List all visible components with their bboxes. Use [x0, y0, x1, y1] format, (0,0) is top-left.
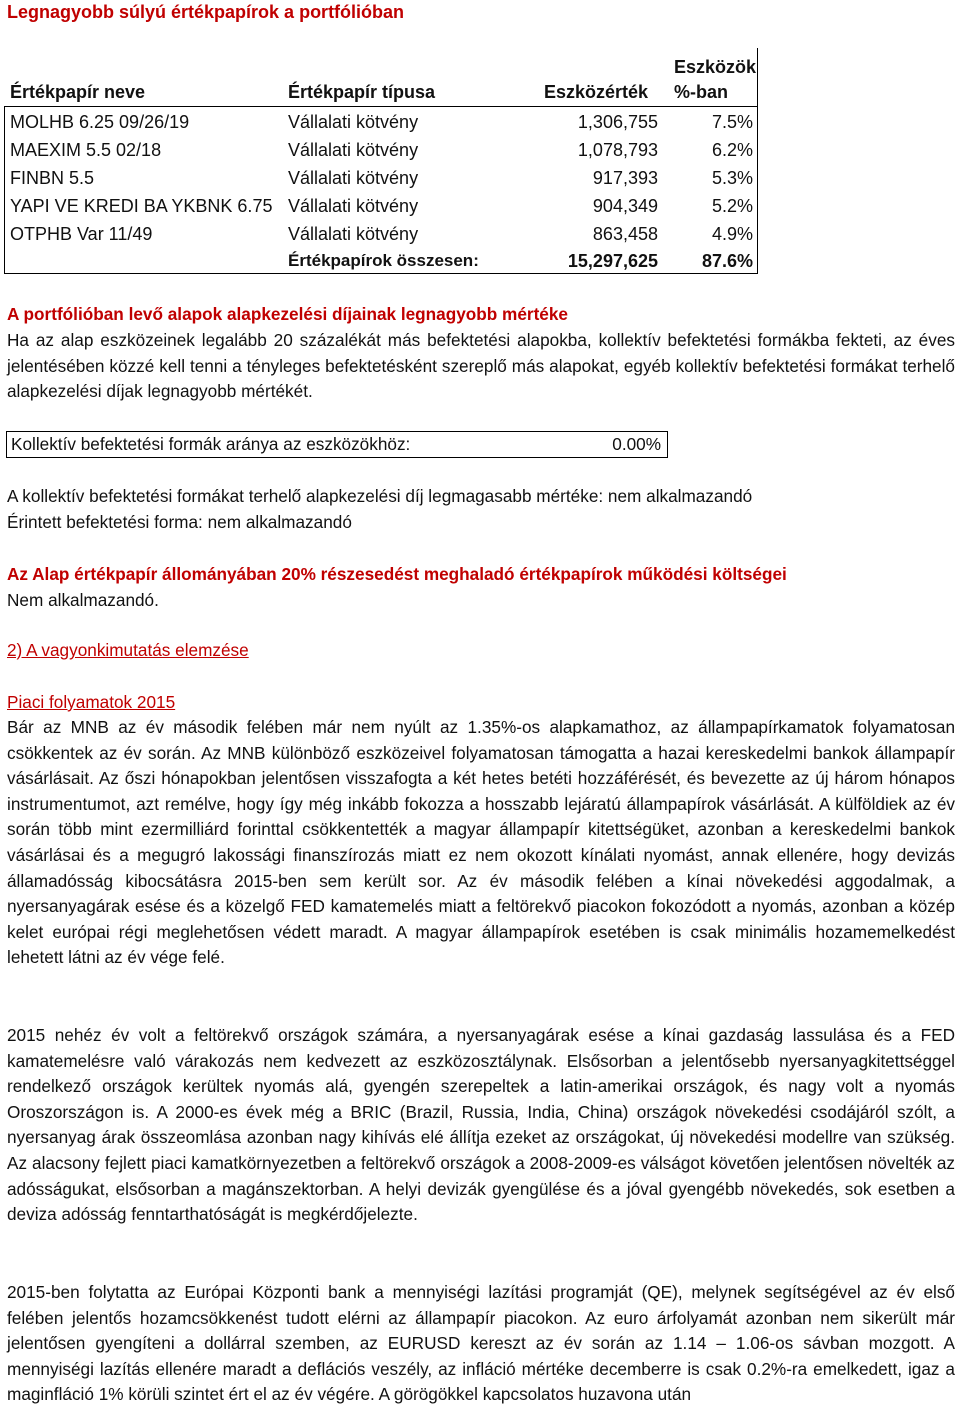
- header-share-line1: Eszközök: [674, 57, 757, 77]
- operating-costs-body: Nem alkalmazandó.: [7, 590, 159, 610]
- row4-type: Vállalati kötvény: [288, 196, 419, 216]
- page-title: Legnagyobb súlyú értékpapírok a portfólióban: [7, 2, 405, 22]
- header-value: Eszközérték: [544, 82, 649, 102]
- row2-type: Vállalati kötvény: [288, 140, 419, 160]
- row3-name: FINBN 5.5: [10, 168, 95, 188]
- market-paragraph-1: Bár az MNB az év második felében már nem nyúlt az 1.35%-os alapkamathoz, az állampapírkamatok folyamatosan csökkentek az év során. Az MNB különböző eszközeivel folyamatosan támogatta a hazai kereskedelmi bankok állampapír vásárlásait. Az őszi hónapokban jelentősen visszafogta a két hetes betéti hozzáférését, és bevezette az új három hónapos instrumentumot, azt remélve, hogy így még inkább fokozza a hosszabb lejáratú állampapírok vásárlását. A külföldiek az év során több mint ezermilliárd forinttal csökkentették a magyar állampapír kitettségüket, azonban a kereskedelmi bankok vásárlásai és a megugró lakossági finanszírozás miatt ez nem okozott kínálati nyomást, annak ellenére, hogy devizás államadósság kibocsátásra 2015-ben sem került sor. Az év második felében a kínai növekedési aggodalmak, a nyersanyagárak esése és a közelgő FED kamatemelés miatt a feltörekvő piacokon fokozódott a nyomás, azonban a közép kelet európai régi meglehetősen védett maradt. A magyar állampapírok esetében is csak minimális hozamemelkedést lehetett látni az év vége felé.: [7, 717, 955, 968]
- total-share: 87.6%: [701, 251, 753, 271]
- ratio-value: 0.00%: [612, 434, 661, 454]
- row4-value: 904,349: [592, 196, 658, 216]
- row4-name: YAPI VE KREDI BA YKBNK 6.75: [10, 196, 273, 216]
- row2-name: MAEXIM 5.5 02/18: [10, 140, 162, 160]
- fees-body: Ha az alap eszközeinek legalább 20 százalékát más befektetési alapokba, kollektív befektetési formákba fekteti, az éves jelentésében közzé kell tenni a tényleges befektetésként szereplő más alapokat, egyéb kollektív befektetési formákat terhelő alapkezelési díjak legnagyobb mértékét.: [7, 330, 955, 402]
- total-label: Értékpapírok összesen:: [288, 251, 479, 270]
- section2-heading: 2) A vagyonkimutatás elemzése: [7, 640, 249, 660]
- header-type: Értékpapír típusa: [288, 82, 436, 102]
- row3-value: 917,393: [592, 168, 658, 188]
- row2-value: 1,078,793: [577, 140, 658, 160]
- row3-type: Vállalati kötvény: [288, 168, 419, 188]
- row5-type: Vállalati kötvény: [288, 224, 419, 244]
- row5-value: 863,458: [592, 224, 658, 244]
- row5-name: OTPHB Var 11/49: [10, 224, 153, 244]
- row1-value: 1,306,755: [577, 112, 658, 132]
- holdings-table: [4, 48, 758, 274]
- row1-type: Vállalati kötvény: [288, 112, 419, 132]
- row2-share: 6.2%: [711, 140, 753, 160]
- market-heading: Piaci folyamatok 2015: [7, 692, 176, 712]
- row4-share: 5.2%: [711, 196, 753, 216]
- table-right-border: [757, 48, 758, 274]
- row3-share: 5.3%: [711, 168, 753, 188]
- header-share-line2: %-ban: [674, 82, 728, 102]
- market-paragraph-2: 2015 nehéz év volt a feltörekvő országok számára, a nyersanyagárak esése a kínai gazdaság lassulása és a FED kamatemelésre való várakozás nem kedvezett az eszközosztálynak. Elsősorban a jelentősebb nyersanyagkitettséggel rendelkező országok kerültek nyomás alá, gyengén szerepeltek a latin-amerikai országok, és nagy volt a nyomás Oroszországon is. A 2000-es évek még a BRIC (Brazil, Russia, India, China) országok növekedési csodájáról szólt, a nyersanyag árak összeomlása azonban nagy kihívás elé állítja ezeket az országokat, új növekedési modellre van szükség. Az alacsony fejlett piaci kamatkörnyezetben a feltörekvő országok a 2008-2009-es válságot követően jelentősen növelték az adósságukat, elsősorban a magánszektorban. A helyi devizák gyengülése és a jóval gyengébb növekedés, sok esetben a deviza adósság fenntarthatóságát is megkérdőjelezte.: [7, 1025, 955, 1225]
- ratio-label: Kollektív befektetési formák aránya az eszközökhöz:: [11, 434, 411, 454]
- ratio-box: [6, 431, 668, 458]
- header-name: Értékpapír neve: [10, 82, 146, 102]
- row1-name: MOLHB 6.25 09/26/19: [10, 112, 190, 132]
- table-header-divider: [4, 106, 758, 107]
- table-left-border: [4, 106, 5, 274]
- max-fee-line1: A kollektív befektetési formákat terhelő alapkezelési díj legmagasabb mértéke: nem alkalmazandó: [7, 486, 753, 506]
- row5-share: 4.9%: [711, 224, 753, 244]
- market-paragraph-3: 2015-ben folytatta az Európai Központi bank a mennyiségi lazítási programját (QE), melynek segítségével az év első felében jelentős hozamcsökkenést tudott elérni az állampapír piacokon. Az euro árfolyamát azonban nem sikerült már jelentősen gyengíteni a dollárral szemben, az EURUSD kereszt az év során az 1.14 – 1.06-os sávban mozgott. A mennyiségi lazítás ellenére maradt a deflációs veszély, az infláció mértéke decemberre is csak 0.2%-ra emelkedett, igaz a maginfláció 1% körüli szintet ért el az év végére. A görögökkel kapcsolatos huzavona után: [7, 1282, 955, 1405]
- table-bottom-border: [4, 273, 758, 274]
- row1-share: 7.5%: [711, 112, 753, 132]
- max-fee-line2: Érintett befektetési forma: nem alkalmazandó: [7, 512, 352, 532]
- fees-heading: A portfólióban levő alapok alapkezelési díjainak legnagyobb mértéke: [7, 304, 568, 324]
- operating-costs-heading: Az Alap értékpapír állományában 20% részesedést meghaladó értékpapírok működési költségei: [7, 564, 787, 584]
- total-value: 15,297,625: [567, 251, 658, 271]
